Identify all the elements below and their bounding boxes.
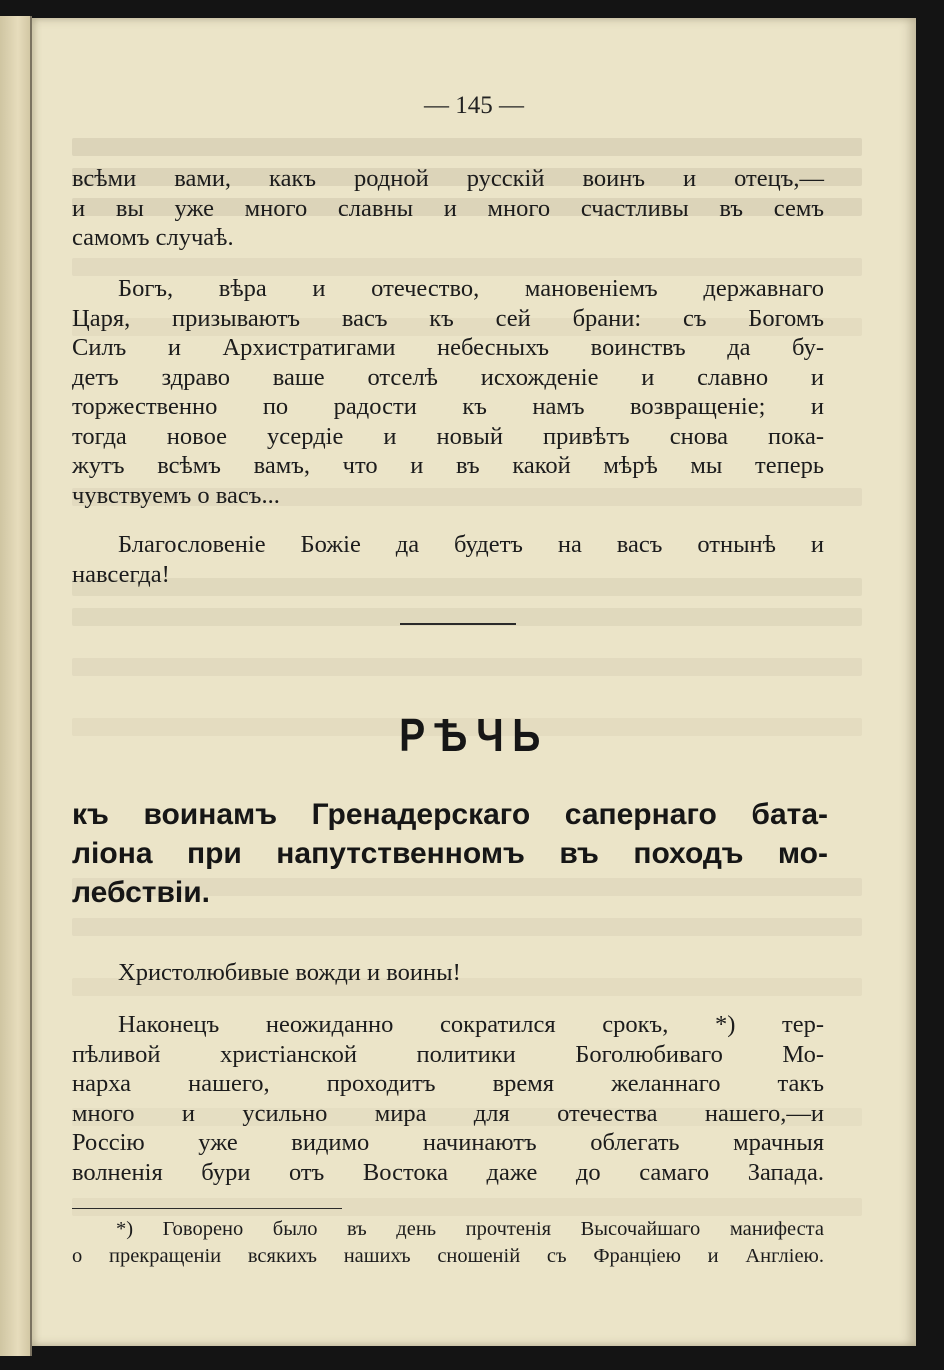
text-line: навсегда! [72, 560, 170, 588]
greeting-line [72, 958, 824, 988]
text-line: много и усильно мира для отечества нашего,—и [72, 1099, 824, 1127]
text-line: торжественно по радости къ намъ возвращеніе; и [72, 393, 824, 420]
subheading-line: лебствіи. [72, 876, 211, 909]
text-line: тогда новое усердіе и новый привѣтъ снова пока- [72, 422, 824, 450]
text-line: детъ здраво ваше отселѣ исхожденіе и славно и [72, 363, 824, 391]
speech-heading: РѢЧЬ [399, 709, 549, 761]
section-divider [400, 623, 516, 625]
footnote-line: *) Говорено было въ день прочтенія Высочайшаго манифеста [116, 1218, 824, 1240]
footnote-line: о прекращеніи всякихъ нашихъ сношеній съ Франціею и Англіею. [72, 1245, 824, 1267]
text-line: Наконецъ неожиданно сократился срокъ, *) тер- [118, 1011, 824, 1038]
text-line: и вы уже много славны и много счастливы въ семъ [72, 194, 824, 222]
subheading-line: ліона при напутственномъ въ походъ мо- [72, 837, 828, 870]
text-line: чувствуемъ о васъ... [72, 481, 280, 509]
text-line: нарха нашего, проходитъ время желаннаго такъ [72, 1070, 824, 1097]
text-line: всѣми вами, какъ родной русскій воинъ и отецъ,— [72, 165, 824, 192]
text-line: Силъ и Архистратигами небесныхъ воинствъ да бу- [72, 334, 824, 361]
text-line: пѣливой христіанской политики Боголюбиваго Мо- [72, 1040, 824, 1068]
paragraph-continuation [72, 164, 824, 253]
page-number: — 145 — [424, 92, 524, 119]
text-line: Благословеніе Божіе да будетъ на васъ отнынѣ и [118, 531, 824, 558]
footnote-divider [72, 1208, 342, 1209]
footnote [72, 1216, 824, 1270]
paragraph-god-faith-fatherland [72, 274, 824, 510]
text-line: жутъ всѣмъ вамъ, что и въ какой мѣрѣ мы теперь [72, 452, 824, 479]
paragraph-blessing [72, 530, 824, 589]
text-line: самомъ случаѣ. [72, 224, 234, 251]
subheading-line: къ воинамъ Гренадерскаго сапернаго бата- [72, 798, 828, 831]
text-line: волненія бури отъ Востока даже до самаго Запада. [72, 1158, 824, 1186]
book-page [32, 18, 916, 1346]
text-line: Богъ, вѣра и отечество, мановеніемъ державнаго [118, 275, 824, 302]
text-line: Россію уже видимо начинаютъ облегать мрачныя [72, 1129, 824, 1156]
speech-subheading [72, 795, 828, 912]
left-page-edge [0, 16, 32, 1356]
text-line: Царя, призываютъ васъ къ сей брани: съ Богомъ [72, 304, 824, 332]
paragraph-finally [72, 1010, 824, 1187]
text-line: Христолюбивые вожди и воины! [118, 959, 461, 986]
